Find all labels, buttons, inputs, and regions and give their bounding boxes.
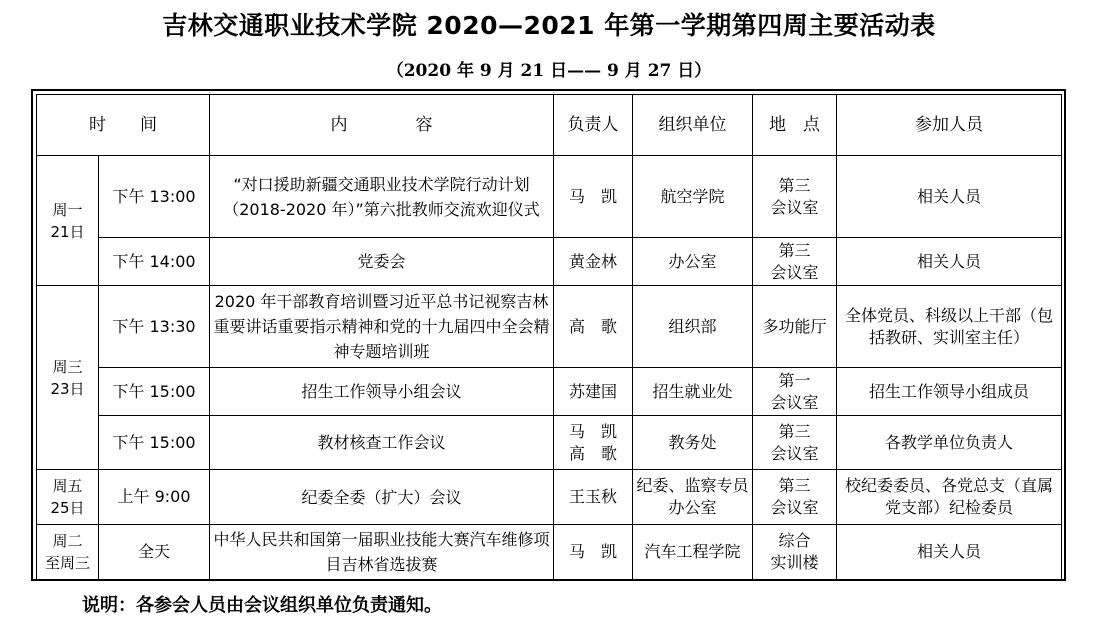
participants-cell: 各教学单位负责人 — [837, 416, 1062, 470]
place-cell: 第三 会议室 — [753, 416, 837, 470]
content-cell: 2020 年干部教育培训暨习近平总书记视察吉林重要讲话重要指示精神和党的十九届四中全会精神专题培训班 — [210, 286, 554, 368]
day-cell: 周一 21日 — [37, 156, 99, 286]
table-row — [37, 470, 1062, 525]
header-place: 地 点 — [753, 95, 837, 156]
header-participants: 参加人员 — [837, 95, 1062, 156]
header-row — [37, 95, 1062, 156]
person-cell: 王玉秋 — [554, 470, 633, 525]
participants-cell: 校纪委委员、各党总支（直属党支部）纪检委员 — [837, 470, 1062, 525]
footnote: 说明：各参会人员由会议组织单位负责通知。 — [82, 595, 442, 616]
time-cell: 上午 9:00 — [99, 470, 210, 525]
table-row — [37, 238, 1062, 286]
unit-cell: 汽车工程学院 — [633, 525, 753, 580]
content-cell: 中华人民共和国第一届职业技能大赛汽车维修项目吉林省选拔赛 — [210, 525, 554, 580]
table-row — [37, 368, 1062, 416]
person-cell: 高 歌 — [554, 286, 633, 368]
person-cell: 黄金林 — [554, 238, 633, 286]
content-cell: 纪委全委（扩大）会议 — [210, 470, 554, 525]
content-cell: 党委会 — [210, 238, 554, 286]
content-cell: “对口援助新疆交通职业技术学院行动计划（2018-2020 年）”第六批教师交流欢迎仪式 — [210, 156, 554, 238]
place-cell: 综合 实训楼 — [753, 525, 837, 580]
person-cell: 马 凯 — [554, 156, 633, 238]
time-cell: 下午 15:00 — [99, 416, 210, 470]
activity-table — [36, 94, 1062, 580]
participants-cell: 招生工作领导小组成员 — [837, 368, 1062, 416]
place-cell: 第一 会议室 — [753, 368, 837, 416]
unit-cell: 纪委、监察专员办公室 — [633, 470, 753, 525]
participants-cell: 相关人员 — [837, 156, 1062, 238]
time-cell: 下午 15:00 — [99, 368, 210, 416]
participants-cell: 相关人员 — [837, 525, 1062, 580]
place-cell: 第三 会议室 — [753, 238, 837, 286]
time-cell: 全天 — [99, 525, 210, 580]
unit-cell: 办公室 — [633, 238, 753, 286]
table-row — [37, 416, 1062, 470]
time-cell: 下午 13:00 — [99, 156, 210, 238]
header-unit: 组织单位 — [633, 95, 753, 156]
unit-cell: 教务处 — [633, 416, 753, 470]
place-cell: 多功能厅 — [753, 286, 837, 368]
place-cell: 第三 会议室 — [753, 470, 837, 525]
participants-cell: 相关人员 — [837, 238, 1062, 286]
table-row — [37, 156, 1062, 238]
day-cell: 周三 23日 — [37, 286, 99, 470]
unit-cell: 航空学院 — [633, 156, 753, 238]
content-cell: 招生工作领导小组会议 — [210, 368, 554, 416]
time-cell: 下午 13:30 — [99, 286, 210, 368]
person-cell: 马 凯 高 歌 — [554, 416, 633, 470]
place-cell: 第三 会议室 — [753, 156, 837, 238]
table-row — [37, 525, 1062, 580]
date-range: （2020 年 9 月 21 日—— 9 月 27 日） — [386, 61, 712, 81]
table-row — [37, 286, 1062, 368]
time-cell: 下午 14:00 — [99, 238, 210, 286]
unit-cell: 组织部 — [633, 286, 753, 368]
header-person: 负责人 — [554, 95, 633, 156]
participants-cell: 全体党员、科级以上干部（包括教研、实训室主任） — [837, 286, 1062, 368]
unit-cell: 招生就业处 — [633, 368, 753, 416]
day-cell: 周五 25日 — [37, 470, 99, 525]
day-cell: 周二 至周三 — [37, 525, 99, 580]
person-cell: 马 凯 — [554, 525, 633, 580]
header-content: 内 容 — [210, 95, 554, 156]
content-cell: 教材核查工作会议 — [210, 416, 554, 470]
header-time: 时 间 — [37, 95, 210, 156]
person-cell: 苏建国 — [554, 368, 633, 416]
page-title: 吉林交通职业技术学院 2020—2021 年第一学期第四周主要活动表 — [162, 11, 936, 40]
